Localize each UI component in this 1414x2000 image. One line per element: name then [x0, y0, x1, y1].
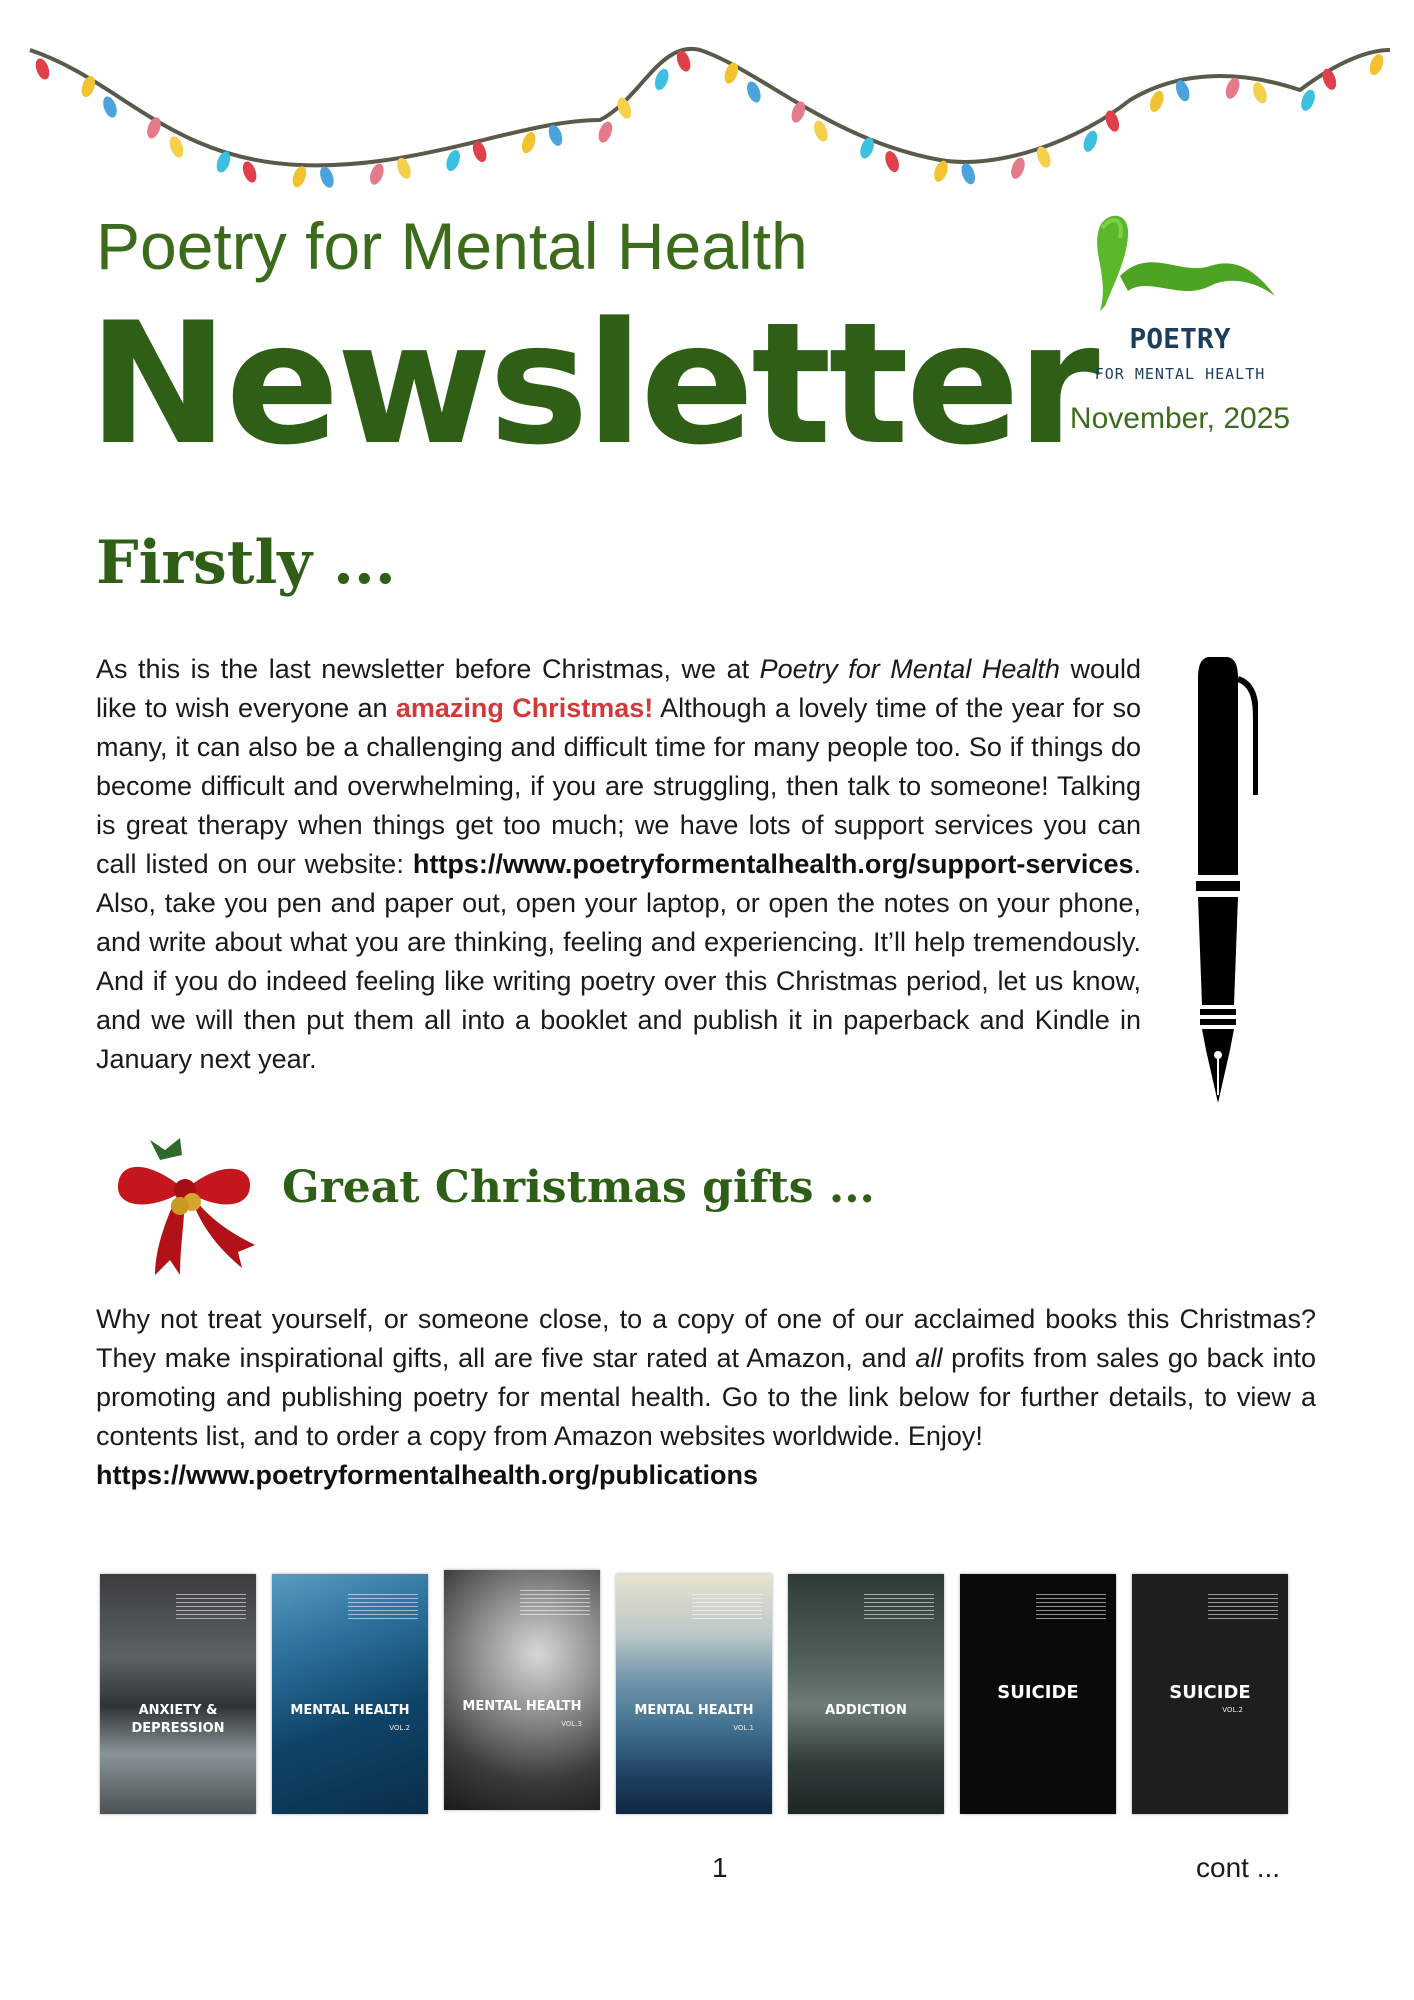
book-title: ADDICTION — [825, 1703, 907, 1718]
christmas-lights-icon — [0, 0, 1414, 200]
text-segment: As this is the last newsletter before Christmas, we at — [96, 654, 760, 684]
book-volume: VOL.2 — [1222, 1706, 1243, 1714]
support-services-link[interactable]: https://www.poetryformentalhealth.org/support-services — [412, 849, 1134, 879]
section-heading-gifts: Great Christmas gifts ... — [282, 1162, 875, 1213]
light-bulb — [1320, 67, 1339, 92]
book-volume: VOL.2 — [389, 1724, 410, 1732]
publications-link[interactable]: https://www.poetryformentalhealth.org/publications — [96, 1460, 759, 1490]
text-segment: would like to wish everyone an — [96, 654, 1142, 723]
light-bulb — [959, 161, 978, 186]
newsletter-subtitle: Poetry for Mental Health — [96, 209, 808, 283]
text-segment: . Also, take you pen and paper out, open your laptop, or open the notes on your phone, and write about what you are thinking, feeling and experiencing. It’ll help tremendously. And if you do indeed feeling like writing poetry over this Christmas period, let us know, and we will then put them all into a booklet and publish it in paperback and Kindle in January next year. — [96, 849, 1141, 1074]
gifts-paragraph — [96, 1300, 1316, 1495]
book-cover[interactable] — [960, 1574, 1116, 1814]
book-title: MENTAL HEALTH — [634, 1703, 754, 1718]
light-bulb — [1009, 156, 1028, 181]
light-bulb — [1299, 88, 1318, 113]
light-bulb — [1223, 76, 1242, 101]
light-bulb — [1367, 52, 1386, 77]
book-blurb — [1036, 1594, 1106, 1620]
book-cover[interactable] — [444, 1570, 600, 1810]
book-title: MENTAL HEALTH — [290, 1703, 410, 1718]
light-bulb — [317, 165, 336, 190]
book-covers-row — [100, 1574, 1300, 1814]
book-title: ANXIETY & DEPRESSION — [131, 1703, 225, 1736]
highlight-amazing-christmas: amazing Christmas! — [395, 693, 654, 723]
text-segment: Why not treat yourself, or someone close, to a copy of one of our acclaimed books this Christmas? They make inspirational gifts, all are five star rated at Amazon, and — [96, 1304, 1316, 1373]
light-bulb — [596, 120, 615, 145]
book-cover[interactable] — [100, 1574, 256, 1814]
firstly-paragraph — [96, 650, 1141, 1079]
book-volume: VOL.1 — [733, 1724, 754, 1732]
light-bulb — [290, 164, 309, 189]
light-bulb — [167, 134, 186, 159]
text-segment: Although a lovely time of the year for so many, it can also be a challenging and difficult time for many people too. So if things do become difficult and overwhelming, if you are struggling, then talk to someone! Talking is great therapy when things get too much; we have lots of support services you can call listed on our website: — [96, 693, 1141, 879]
light-bulb — [744, 80, 763, 105]
light-bulb — [1147, 89, 1166, 114]
light-bulb — [722, 61, 741, 86]
book-cover[interactable] — [1132, 1574, 1288, 1814]
christmas-bow-icon — [110, 1130, 260, 1280]
page-number: 1 — [712, 1852, 728, 1883]
book-blurb — [348, 1594, 418, 1620]
book-blurb — [520, 1590, 590, 1616]
light-bulb — [883, 149, 902, 174]
book-title: SUICIDE — [1169, 1682, 1251, 1703]
light-bulb — [367, 162, 386, 187]
green-ribbon-icon — [1060, 206, 1280, 316]
book-blurb — [864, 1594, 934, 1620]
book-cover[interactable] — [788, 1574, 944, 1814]
italic-all: all — [915, 1343, 943, 1373]
book-title: MENTAL HEALTH — [462, 1699, 582, 1714]
light-bulb — [79, 74, 98, 99]
light-bulb — [789, 100, 808, 125]
light-bulb — [519, 130, 538, 155]
light-bulb — [33, 57, 52, 82]
section-heading-firstly: Firstly ... — [96, 528, 396, 598]
light-bulb — [1250, 80, 1269, 105]
book-blurb — [1208, 1594, 1278, 1620]
light-bulb — [444, 148, 463, 173]
light-bulb — [811, 119, 830, 144]
text-segment: profits from sales go back into promoting and publishing poetry for mental health. Go to the link below for further details, to view a contents list, and to order a copy from Amazon websites worldwide. Enjoy! — [96, 1343, 1316, 1451]
light-bulb — [101, 95, 120, 120]
book-cover[interactable] — [616, 1574, 772, 1814]
book-volume: VOL.3 — [561, 1720, 582, 1728]
book-cover[interactable] — [272, 1574, 428, 1814]
italic-org-name: Poetry for Mental Health — [759, 654, 1060, 684]
book-blurb — [176, 1594, 246, 1620]
logo-subtext: FOR MENTAL HEALTH — [1094, 365, 1266, 383]
logo-text: POETRY — [1129, 322, 1231, 355]
book-title: SUICIDE — [997, 1682, 1079, 1703]
fountain-pen-icon — [1178, 655, 1258, 1105]
book-blurb — [692, 1594, 762, 1620]
light-bulb — [1081, 129, 1100, 154]
light-bulb — [1103, 109, 1122, 134]
light-bulb — [240, 160, 259, 185]
light-bulb — [145, 116, 164, 141]
continued-label: cont ... — [1196, 1852, 1281, 1883]
newsletter-title: Newsletter — [88, 286, 1097, 482]
issue-date: November, 2025 — [1069, 402, 1291, 435]
